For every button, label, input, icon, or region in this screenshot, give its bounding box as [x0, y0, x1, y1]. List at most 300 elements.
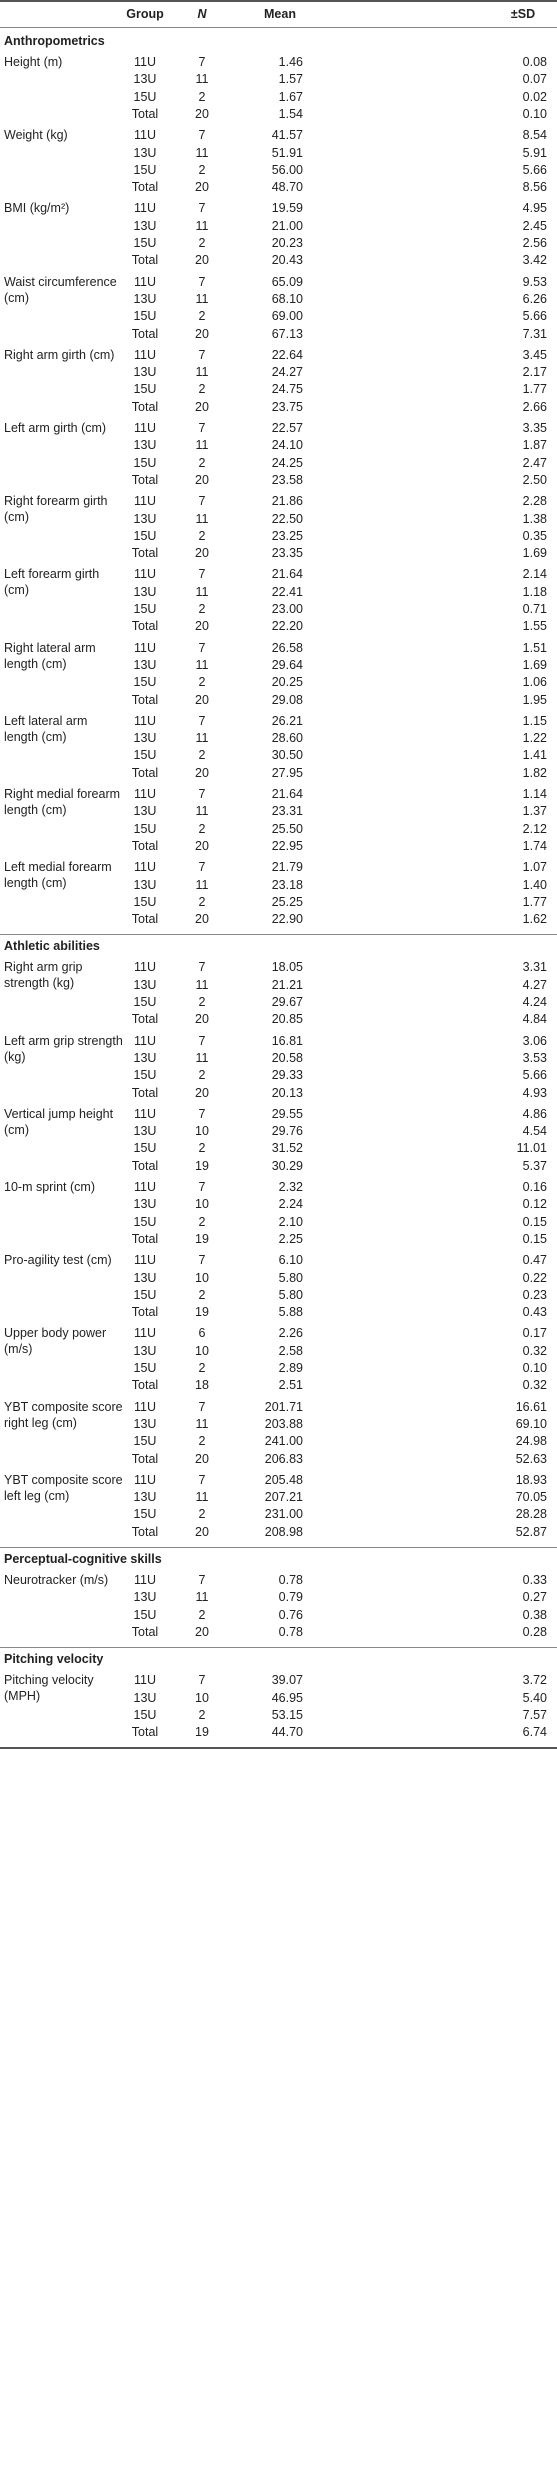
mean-cell: 68.10	[271, 291, 303, 306]
sd-cell: 0.16	[522, 1180, 547, 1194]
sd-cell: 1.15	[522, 713, 547, 728]
group-cell: 11U	[133, 960, 156, 975]
sd-cell: 52.87	[515, 1524, 547, 1539]
group-cell: 15U	[133, 382, 157, 397]
group-cell: Total	[131, 1451, 159, 1466]
n-cell: 19	[195, 1158, 209, 1173]
header-n: N	[197, 7, 207, 21]
mean-cell: 27.95	[271, 765, 303, 780]
mean-cell: 30.29	[271, 1158, 303, 1173]
sd-cell: 4.54	[522, 1124, 547, 1139]
sd-cell: 1.40	[522, 877, 547, 892]
group-cell: 15U	[133, 236, 157, 250]
group-cell: 13U	[133, 145, 157, 160]
group-cell: 13U	[133, 977, 157, 992]
sd-cell: 0.38	[522, 1607, 547, 1622]
n-cell: 20	[195, 1451, 209, 1466]
sd-cell: 1.14	[522, 787, 547, 801]
n-cell: 20	[195, 1012, 209, 1027]
header-rule	[0, 27, 557, 28]
n-cell: 7	[198, 860, 206, 875]
mean-cell: 21.86	[271, 494, 303, 509]
n-cell: 10	[195, 1124, 209, 1139]
mean-cell: 23.00	[271, 602, 303, 616]
n-cell: 11	[195, 1050, 209, 1065]
mean-cell: 51.91	[271, 145, 303, 160]
mean-cell: 67.13	[271, 326, 303, 341]
n-cell: 20	[195, 399, 209, 414]
group-cell: Total	[131, 1378, 159, 1393]
group-cell: Total	[131, 912, 159, 927]
group-cell: Total	[131, 1012, 159, 1027]
sd-cell: 70.05	[515, 1490, 547, 1505]
mean-cell: 5.88	[278, 1305, 303, 1320]
group-cell: Total	[131, 546, 159, 561]
group-cell: 15U	[133, 1214, 157, 1229]
mean-cell: 23.75	[271, 399, 303, 414]
mean-cell: 241.00	[264, 1434, 303, 1449]
section-title: Athletic abilities	[4, 939, 100, 954]
sd-cell: 3.45	[522, 347, 547, 362]
group-cell: Total	[131, 399, 159, 414]
mean-cell: 20.85	[271, 1012, 303, 1027]
sd-cell: 1.38	[522, 511, 547, 526]
group-cell: 15U	[133, 455, 157, 470]
variable-label: Right medial forearm length (cm)	[4, 787, 121, 817]
n-cell: 7	[198, 128, 206, 143]
mean-cell: 203.88	[264, 1416, 303, 1431]
group-cell: 15U	[133, 1707, 157, 1722]
mean-cell: 29.08	[271, 692, 303, 707]
n-cell: 10	[195, 1343, 209, 1358]
mean-cell: 25.50	[271, 821, 303, 836]
mean-cell: 48.70	[271, 180, 303, 195]
n-cell: 7	[198, 201, 206, 216]
n-cell: 2	[198, 1607, 206, 1622]
variable-label: Left arm girth (cm)	[4, 421, 107, 435]
mean-cell: 31.52	[271, 1141, 303, 1156]
n-cell: 2	[198, 821, 206, 836]
n-cell: 19	[195, 1725, 209, 1740]
header-mean: Mean	[264, 7, 296, 21]
sd-cell: 1.22	[522, 731, 547, 746]
group-cell: 15U	[133, 675, 157, 690]
mean-cell: 20.25	[271, 675, 303, 690]
variable-label: Waist circumference (cm)	[4, 274, 117, 305]
mean-cell: 0.78	[278, 1624, 303, 1639]
sd-cell: 0.28	[522, 1624, 547, 1639]
n-cell: 19	[195, 1231, 209, 1246]
mean-cell: 39.07	[271, 1673, 303, 1688]
n-cell: 19	[195, 1305, 209, 1320]
n-cell: 20	[195, 619, 209, 634]
n-cell: 20	[195, 912, 209, 927]
mean-cell: 2.24	[278, 1197, 303, 1212]
group-cell: 13U	[133, 657, 157, 672]
n-cell: 11	[195, 804, 209, 819]
mean-cell: 30.50	[271, 748, 303, 763]
n-cell: 20	[195, 1624, 209, 1639]
n-cell: 7	[198, 1033, 206, 1048]
sd-cell: 0.10	[522, 1361, 547, 1375]
n-cell: 7	[198, 494, 206, 509]
header-sd: ±SD	[510, 7, 536, 21]
group-cell: 13U	[133, 731, 157, 746]
group-cell: 15U	[133, 1507, 157, 1522]
n-cell: 7	[198, 1180, 206, 1194]
sd-cell: 4.86	[522, 1106, 547, 1121]
sd-cell: 1.06	[522, 675, 547, 690]
group-cell: Total	[131, 253, 159, 268]
mean-cell: 29.33	[271, 1068, 303, 1083]
n-cell: 2	[198, 309, 206, 324]
variable-label: Left medial forearm length (cm)	[4, 860, 112, 891]
n-cell: 7	[198, 640, 206, 655]
group-cell: Total	[131, 765, 159, 780]
sd-cell: 1.95	[522, 692, 547, 707]
section-title: Anthropometrics	[4, 34, 105, 48]
mean-cell: 0.76	[278, 1607, 303, 1622]
n-cell: 7	[198, 1573, 206, 1587]
mean-cell: 21.79	[271, 860, 303, 875]
group-cell: 13U	[133, 1270, 157, 1285]
sd-cell: 5.66	[522, 1068, 547, 1083]
mean-cell: 201.71	[264, 1399, 303, 1414]
sd-cell: 2.12	[522, 821, 547, 836]
n-cell: 7	[198, 1399, 206, 1414]
group-cell: 13U	[133, 1416, 157, 1431]
group-cell: 15U	[133, 162, 157, 177]
group-cell: Total	[131, 838, 159, 853]
mean-cell: 23.35	[271, 546, 303, 561]
n-cell: 20	[195, 1524, 209, 1539]
mean-cell: 21.00	[271, 218, 303, 233]
section-title: Perceptual-cognitive skills	[4, 1552, 162, 1566]
mean-cell: 6.10	[278, 1253, 303, 1268]
mean-cell: 20.13	[271, 1085, 303, 1100]
mean-cell: 207.21	[264, 1490, 303, 1505]
sd-cell: 7.31	[522, 326, 547, 341]
group-cell: 15U	[133, 1607, 157, 1622]
sd-cell: 7.57	[522, 1707, 547, 1722]
n-cell: 7	[198, 1106, 206, 1121]
variable-label: BMI (kg/m²)	[4, 201, 70, 216]
sd-cell: 0.33	[522, 1573, 547, 1587]
n-cell: 7	[198, 960, 206, 975]
mean-cell: 29.67	[271, 995, 303, 1009]
sd-cell: 1.69	[522, 546, 547, 561]
group-cell: 15U	[133, 1434, 157, 1449]
group-cell: 13U	[133, 877, 157, 892]
sd-cell: 0.27	[522, 1590, 547, 1605]
sd-cell: 0.15	[522, 1231, 547, 1246]
section-rule	[0, 934, 557, 935]
variable-label: Vertical jump height (cm)	[4, 1106, 114, 1137]
mean-cell: 46.95	[271, 1690, 303, 1705]
group-cell: 11U	[133, 1399, 156, 1414]
n-cell: 2	[198, 455, 206, 470]
n-cell: 7	[198, 421, 206, 435]
n-cell: 11	[195, 511, 209, 526]
mean-cell: 5.80	[278, 1287, 303, 1302]
mean-cell: 22.57	[271, 421, 303, 435]
mean-cell: 2.26	[278, 1326, 303, 1341]
sd-cell: 1.18	[522, 584, 547, 599]
mean-cell: 205.48	[264, 1472, 303, 1487]
mean-cell: 0.78	[278, 1573, 303, 1587]
section-rule	[0, 1647, 557, 1648]
sd-cell: 0.17	[522, 1326, 547, 1341]
group-cell: 13U	[133, 1124, 157, 1139]
group-cell: Total	[131, 619, 159, 634]
mean-cell: 24.75	[271, 382, 303, 397]
n-cell: 11	[195, 438, 209, 453]
mean-cell: 5.80	[278, 1270, 303, 1285]
group-cell: 11U	[133, 1253, 156, 1268]
sd-cell: 1.41	[522, 748, 547, 763]
n-cell: 20	[195, 692, 209, 707]
mean-cell: 22.50	[271, 511, 303, 526]
sd-cell: 1.37	[522, 804, 547, 819]
n-cell: 7	[198, 1472, 206, 1487]
variable-label: Left arm grip strength (kg)	[4, 1033, 123, 1064]
sd-cell: 0.43	[522, 1305, 547, 1320]
n-cell: 11	[195, 218, 209, 233]
n-cell: 7	[198, 274, 206, 289]
group-cell: 13U	[133, 438, 157, 453]
sd-cell: 0.07	[522, 72, 547, 87]
n-cell: 2	[198, 1068, 206, 1083]
n-cell: 11	[195, 657, 209, 672]
group-cell: Total	[131, 1305, 159, 1320]
mean-cell: 2.51	[278, 1378, 303, 1393]
n-cell: 7	[198, 55, 206, 69]
n-cell: 7	[198, 1673, 206, 1688]
header-group: Group	[126, 7, 164, 21]
sd-cell: 1.69	[522, 657, 547, 672]
group-cell: 11U	[133, 1573, 156, 1587]
variable-label: Right lateral arm length (cm)	[4, 640, 96, 671]
sd-cell: 1.74	[522, 838, 547, 853]
mean-cell: 16.81	[271, 1033, 303, 1048]
group-cell: 15U	[133, 894, 157, 909]
sd-cell: 4.24	[522, 995, 547, 1009]
sd-cell: 2.45	[522, 218, 547, 233]
n-cell: 20	[195, 180, 209, 195]
group-cell: 13U	[133, 1590, 157, 1605]
sd-cell: 11.01	[516, 1141, 547, 1156]
section-rule	[0, 1547, 557, 1548]
group-cell: 15U	[133, 748, 157, 763]
mean-cell: 20.58	[271, 1050, 303, 1065]
group-cell: 15U	[133, 995, 157, 1009]
sd-cell: 8.54	[522, 128, 547, 143]
table-top-rule	[0, 0, 557, 2]
sd-cell: 0.32	[522, 1343, 547, 1358]
sd-cell: 52.63	[515, 1451, 547, 1466]
mean-cell: 206.83	[264, 1451, 303, 1466]
n-cell: 2	[198, 995, 206, 1009]
n-cell: 2	[198, 1214, 206, 1229]
mean-cell: 28.60	[271, 731, 303, 746]
mean-cell: 2.89	[278, 1361, 303, 1375]
sd-cell: 5.91	[522, 145, 547, 160]
group-cell: 11U	[133, 1326, 156, 1341]
n-cell: 2	[198, 1141, 206, 1156]
sd-cell: 4.84	[522, 1012, 547, 1027]
group-cell: 11U	[133, 1180, 156, 1194]
mean-cell: 2.32	[278, 1180, 303, 1194]
variable-label: Neurotracker (m/s)	[4, 1573, 109, 1587]
sd-cell: 0.35	[522, 528, 547, 543]
variable-label: Right arm grip strength (kg)	[4, 960, 83, 991]
sd-cell: 0.08	[522, 55, 547, 69]
n-cell: 10	[195, 1270, 209, 1285]
group-cell: 13U	[133, 1050, 157, 1065]
sd-cell: 2.28	[522, 494, 547, 509]
mean-cell: 2.58	[278, 1343, 303, 1358]
sd-cell: 2.66	[522, 399, 547, 414]
n-cell: 2	[198, 675, 206, 690]
group-cell: 11U	[133, 1033, 156, 1048]
n-cell: 11	[195, 145, 209, 160]
n-cell: 2	[198, 1434, 206, 1449]
sd-cell: 1.77	[522, 894, 547, 909]
n-cell: 2	[198, 1507, 206, 1522]
group-cell: 15U	[133, 821, 157, 836]
group-cell: 11U	[133, 787, 156, 801]
variable-label: 10-m sprint (cm)	[4, 1180, 95, 1194]
group-cell: 15U	[133, 1287, 157, 1302]
group-cell: Total	[131, 1158, 159, 1173]
n-cell: 11	[195, 72, 209, 87]
group-cell: 11U	[133, 1106, 156, 1121]
section-title: Pitching velocity	[4, 1652, 104, 1667]
group-cell: 13U	[133, 365, 157, 380]
sd-cell: 9.53	[522, 274, 547, 289]
group-cell: 13U	[133, 1690, 157, 1705]
n-cell: 2	[198, 602, 206, 616]
n-cell: 2	[198, 162, 206, 177]
mean-cell: 29.76	[271, 1124, 303, 1139]
group-cell: Total	[131, 1231, 159, 1246]
mean-cell: 20.43	[271, 253, 303, 268]
group-cell: 15U	[133, 1068, 157, 1083]
n-cell: 20	[195, 106, 209, 121]
group-cell: Total	[131, 106, 159, 121]
n-cell: 7	[198, 347, 206, 362]
group-cell: 11U	[133, 567, 156, 582]
variable-label: Weight (kg)	[4, 128, 68, 143]
sd-cell: 0.71	[522, 602, 547, 616]
group-cell: 11U	[133, 128, 156, 143]
sd-cell: 0.32	[522, 1378, 547, 1393]
mean-cell: 20.23	[271, 236, 303, 250]
sd-cell: 5.40	[522, 1690, 547, 1705]
sd-cell: 2.14	[522, 567, 547, 582]
n-cell: 20	[195, 326, 209, 341]
mean-cell: 22.64	[271, 347, 303, 362]
sd-cell: 1.62	[522, 912, 547, 927]
sd-cell: 24.98	[515, 1434, 547, 1449]
group-cell: Total	[131, 1725, 159, 1740]
n-cell: 10	[195, 1690, 209, 1705]
sd-cell: 0.23	[522, 1287, 547, 1302]
group-cell: 15U	[133, 89, 157, 104]
group-cell: 15U	[133, 1361, 157, 1375]
mean-cell: 29.55	[271, 1106, 303, 1121]
group-cell: 15U	[133, 309, 157, 324]
n-cell: 7	[198, 567, 206, 582]
variable-label: YBT composite score left leg (cm)	[4, 1472, 123, 1503]
mean-cell: 1.67	[278, 89, 303, 104]
variable-label: Right forearm girth (cm)	[4, 494, 108, 525]
sd-cell: 0.47	[522, 1253, 547, 1268]
variable-label: Pro-agility test (cm)	[4, 1253, 112, 1268]
table-bottom-rule	[0, 1747, 557, 1749]
n-cell: 20	[195, 546, 209, 561]
n-cell: 20	[195, 1085, 209, 1100]
sd-cell: 6.74	[522, 1725, 547, 1740]
group-cell: 11U	[133, 274, 156, 289]
n-cell: 2	[198, 1287, 206, 1302]
sd-cell: 5.66	[522, 162, 547, 177]
n-cell: 2	[198, 382, 206, 397]
mean-cell: 22.90	[271, 912, 303, 927]
mean-cell: 26.21	[271, 713, 303, 728]
n-cell: 20	[195, 765, 209, 780]
sd-cell: 4.93	[522, 1085, 547, 1100]
n-cell: 2	[198, 236, 206, 250]
n-cell: 2	[198, 89, 206, 104]
mean-cell: 21.64	[271, 567, 303, 582]
mean-cell: 1.54	[278, 106, 303, 121]
n-cell: 11	[195, 1416, 209, 1431]
sd-cell: 3.42	[522, 253, 547, 268]
mean-cell: 26.58	[271, 640, 303, 655]
sd-cell: 1.82	[522, 765, 547, 780]
mean-cell: 29.64	[271, 657, 303, 672]
sd-cell: 69.10	[515, 1416, 547, 1431]
n-cell: 11	[195, 731, 209, 746]
n-cell: 20	[195, 253, 209, 268]
group-cell: 13U	[133, 1343, 157, 1358]
mean-cell: 19.59	[271, 201, 303, 216]
sd-cell: 1.51	[522, 640, 547, 655]
sd-cell: 5.37	[522, 1158, 547, 1173]
sd-cell: 0.15	[522, 1214, 547, 1229]
mean-cell: 1.57	[278, 72, 303, 87]
variable-label: YBT composite score right leg (cm)	[4, 1399, 123, 1430]
n-cell: 7	[198, 713, 206, 728]
n-cell: 11	[195, 1490, 209, 1505]
group-cell: Total	[131, 1524, 159, 1539]
group-cell: 13U	[133, 291, 157, 306]
sd-cell: 0.12	[522, 1197, 547, 1212]
group-cell: 11U	[133, 713, 156, 728]
n-cell: 2	[198, 528, 206, 543]
n-cell: 18	[195, 1378, 209, 1393]
group-cell: 15U	[133, 1141, 157, 1156]
sd-cell: 2.17	[522, 365, 547, 380]
sd-cell: 3.31	[522, 960, 547, 975]
mean-cell: 23.31	[271, 804, 303, 819]
group-cell: 11U	[133, 1673, 156, 1688]
sd-cell: 6.26	[522, 291, 547, 306]
mean-cell: 24.25	[271, 455, 303, 470]
group-cell: 11U	[133, 201, 156, 216]
sd-cell: 2.47	[522, 455, 547, 470]
